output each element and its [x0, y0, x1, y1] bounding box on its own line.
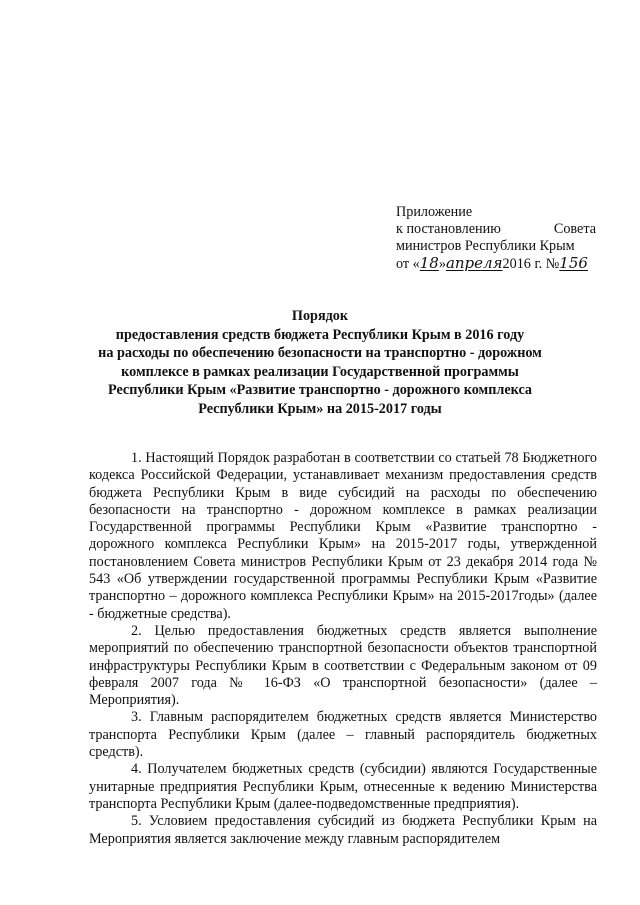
- paragraph-text: Настоящий Порядок разработан в соответствии со статьей 78 Бюджетного кодекса Российской Федерации, устанавливает механизм предоставления средств бюджета Республики Крым в виде субсидий на расходы по обеспечению безопасности на транспортно - дорожном комплексе в рамках реализации Государственной программы Республики Крым «Развитие транспортно - дорожного комплекса Республики Крым» на 2015-2017 годы, утвержденной постановлением Совета министров Республики Крым от 23 декабря 2014 года № 543 «Об утверждении государственной программы Республики Крым «Развитие транспортно – дорожного комплекса Республики Крым» на 2015-2017годы» (далее - бюджетные средства).: [89, 450, 598, 622]
- document-title: [80, 307, 560, 418]
- paragraph-3: [89, 709, 597, 761]
- paragraph-1: [89, 450, 597, 623]
- date-year: 2016 г. №: [502, 256, 560, 272]
- title-line-3: на расходы по обеспечению безопасности на транспортно - дорожном: [98, 345, 542, 361]
- paragraph-5: [89, 813, 597, 848]
- title-line-5: Республики Крым «Развитие транспортно - дорожного комплекса: [107, 382, 533, 398]
- appendix-header: [396, 204, 596, 273]
- paragraph-number: 5.: [131, 813, 142, 830]
- handwritten-month: апреля: [445, 254, 503, 272]
- appendix-resolution-line: [396, 221, 596, 238]
- handwritten-day: 18: [419, 254, 439, 272]
- title-line-4: комплексе в рамках реализации Государственной программы: [121, 363, 519, 380]
- paragraph-text: Получателем бюджетных средств (субсидии) являются Государственные унитарные предприятия Республики Крым, отнесенные к ведению Министерства транспорта Республики Крым (далее-подведомственные предприятия).: [89, 761, 598, 812]
- date-prefix: от «: [396, 256, 420, 272]
- appendix-council: министров Республики Крым: [396, 238, 575, 254]
- paragraph-number: 3.: [131, 709, 142, 726]
- appendix-date-line: [396, 255, 596, 273]
- paragraph-2: [89, 623, 597, 709]
- paragraph-text: Целью предоставления бюджетных средств является выполнение мероприятий по обеспечению транспортной безопасности объектов транспортной инфраструктуры Республики Крым в соответствии с Федеральным законом от 09 февраля 2007 года № 16-ФЗ «О транспортной безопасности» (далее – Мероприятия).: [89, 622, 597, 709]
- paragraph-text: Условием предоставления субсидий из бюджета Республики Крым на Мероприятия является заключение между главным распорядителем: [89, 813, 597, 847]
- date-mid: »: [438, 256, 446, 272]
- paragraph-number: 2.: [131, 622, 142, 639]
- title-line-2: предоставления средств бюджета Республики Крым в 2016 году: [115, 326, 525, 343]
- title-line-1: Порядок: [291, 308, 349, 324]
- paragraph-text: Главным распорядителем бюджетных средств является Министерство транспорта Республики Крым (далее – главный распорядитель бюджетных средств).: [89, 709, 598, 761]
- appendix-resolution-left: к постановлению: [396, 221, 501, 237]
- paragraph-4: [89, 761, 597, 813]
- paragraph-number: 4.: [131, 761, 142, 778]
- appendix-title: Приложение: [396, 204, 473, 220]
- appendix-resolution-right: Совета: [553, 221, 596, 237]
- title-line-6: Республики Крым» на 2015-2017 годы: [198, 400, 442, 417]
- paragraph-number: 1.: [131, 450, 142, 466]
- handwritten-number: 156: [559, 254, 588, 272]
- document-body: [89, 450, 597, 848]
